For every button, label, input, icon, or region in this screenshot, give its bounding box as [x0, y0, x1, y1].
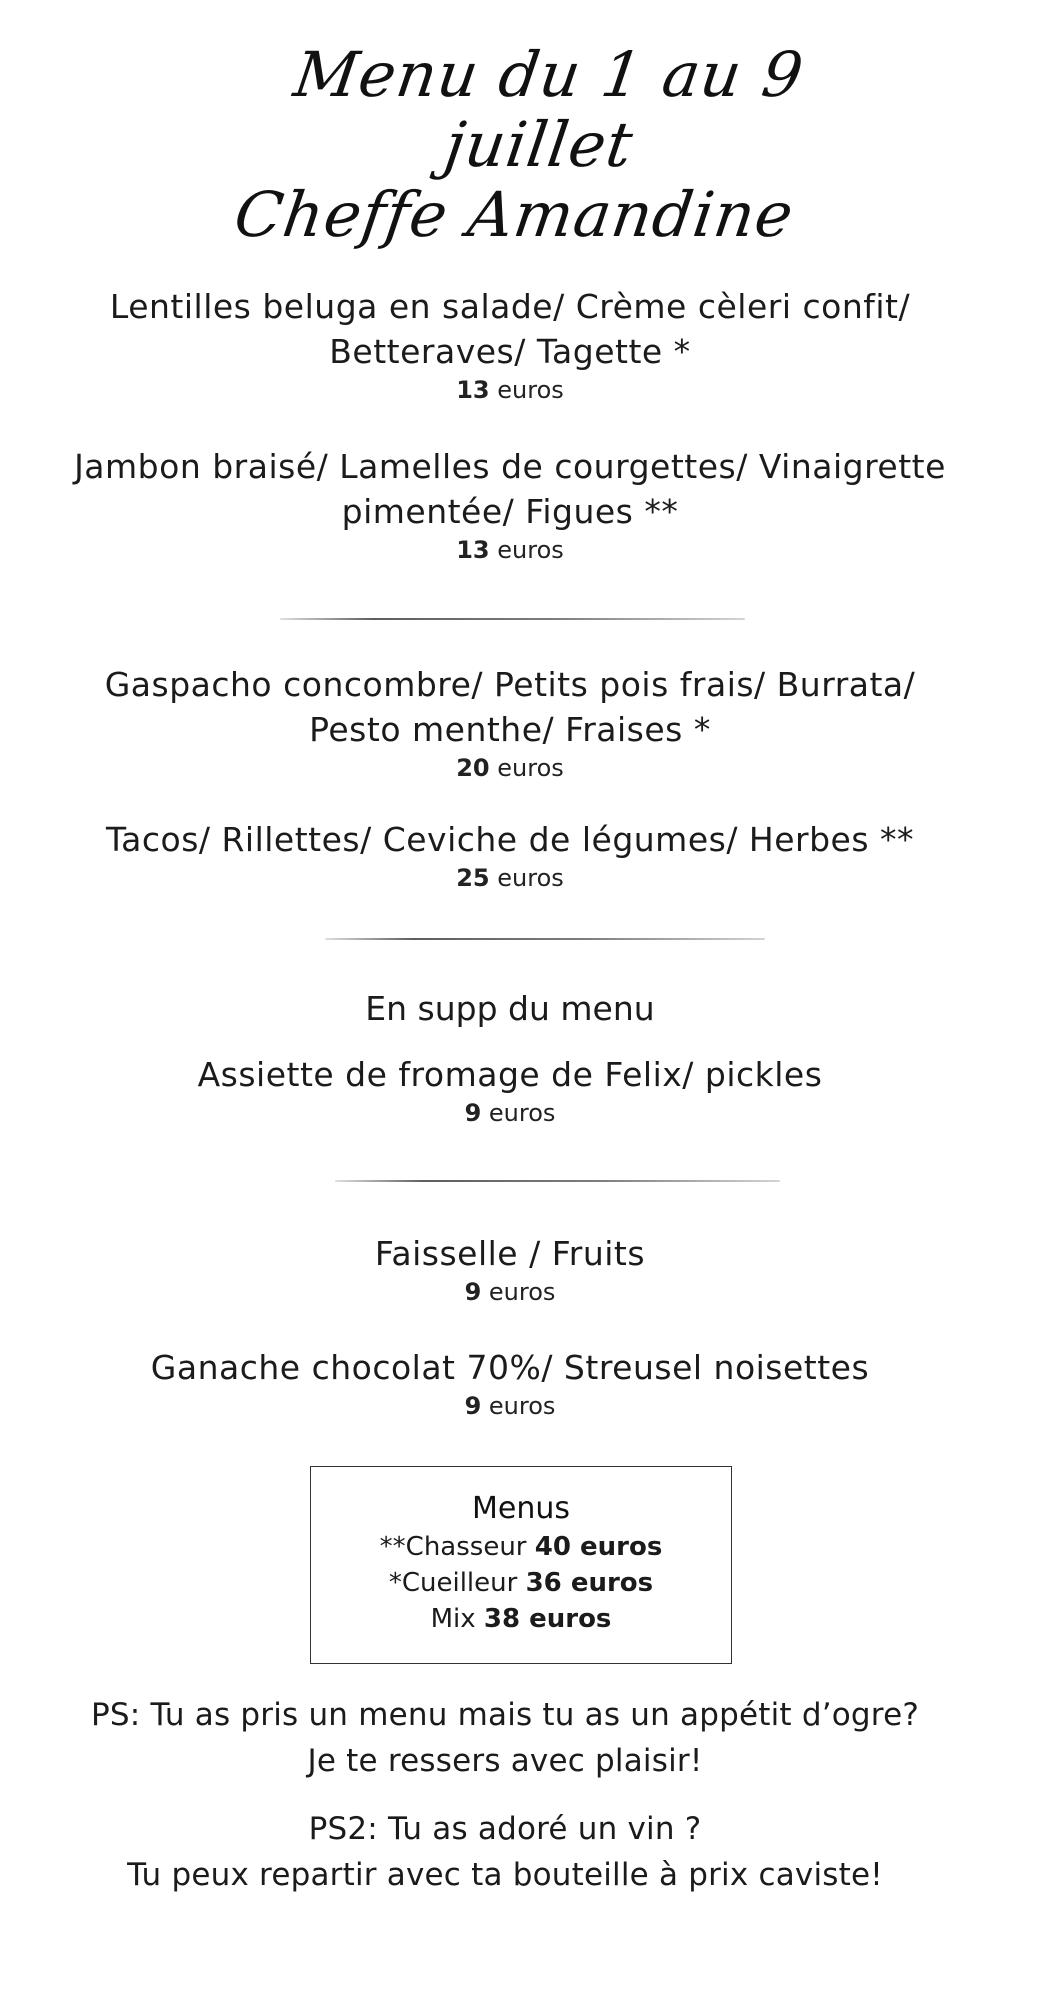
dish-item: [0, 1052, 1020, 1129]
ps-note-2: [0, 1806, 1010, 1898]
ps-line: Je te ressers avec plaisir!: [307, 1743, 703, 1779]
price-value: 9: [464, 1278, 482, 1306]
set-menus-title: Menus: [472, 1491, 570, 1526]
ps-note-1: [0, 1692, 1010, 1784]
ps-line: Tu peux repartir avec ta bouteille à prix caviste!: [127, 1857, 883, 1893]
price-unit: euros: [497, 536, 564, 564]
ps-line: PS2: Tu as adoré un vin ?: [308, 1811, 702, 1847]
dish-item: [0, 817, 1020, 894]
dish-price: [0, 1390, 1020, 1422]
price-value: 25: [456, 864, 490, 892]
price-unit: euros: [497, 376, 564, 404]
dish-price: [0, 1276, 1020, 1308]
price-unit: euros: [488, 1099, 556, 1127]
price-value: 13: [456, 536, 490, 564]
price-value: 13: [456, 376, 490, 404]
title-line-chef: Cheffe Amandine: [230, 178, 799, 251]
dish-item: [0, 1231, 1020, 1308]
section-divider: [335, 1180, 780, 1182]
set-menus-box: [310, 1466, 732, 1664]
dish-name-cont: Betteraves/ Tagette *: [329, 332, 691, 371]
set-menu-price: 40 euros: [534, 1532, 663, 1562]
dish-item: [0, 662, 1020, 784]
section-divider: [325, 938, 765, 940]
dish-name: Ganache chocolat 70%/ Streusel noisettes: [150, 1348, 870, 1387]
set-menu-mix: [311, 1601, 731, 1637]
price-value: 20: [456, 754, 490, 782]
supplement-heading: En supp du menu: [365, 989, 655, 1028]
dish-name: Tacos/ Rillettes/ Ceviche de légumes/ Herbes **: [105, 820, 915, 859]
price-unit: euros: [497, 864, 564, 892]
price-unit: euros: [488, 1278, 556, 1306]
set-menu-price: 36 euros: [525, 1568, 654, 1598]
dish-name: Assiette de fromage de Felix/ pickles: [197, 1055, 823, 1094]
section-divider: [280, 618, 745, 620]
set-menu-chasseur: [311, 1529, 731, 1565]
dish-name-cont: pimentée/ Figues **: [341, 492, 679, 531]
set-menu-price: 38 euros: [483, 1604, 612, 1634]
dish-name: Faisselle / Fruits: [374, 1234, 646, 1273]
set-menu-label: *Cueilleur: [388, 1568, 518, 1598]
dish-price: [0, 1097, 1020, 1129]
title-line-month: juillet: [440, 108, 638, 181]
title-line-dates: Menu du 1 au 9: [289, 38, 809, 111]
price-unit: euros: [488, 1392, 556, 1420]
set-menu-label: **Chasseur: [379, 1532, 527, 1562]
dish-name: Jambon braisé/ Lamelles de courgettes/ Vinaigrette: [74, 447, 946, 486]
dish-item: [0, 1345, 1020, 1422]
price-value: 9: [464, 1099, 482, 1127]
price-unit: euros: [497, 754, 564, 782]
menu-title: [0, 40, 1048, 250]
dish-item: [0, 444, 1020, 566]
price-value: 9: [464, 1392, 482, 1420]
dish-item: [0, 284, 1020, 406]
dish-price: [0, 534, 1020, 566]
dish-name: Gaspacho concombre/ Petits pois frais/ Burrata/: [104, 665, 916, 704]
dish-name: Lentilles beluga en salade/ Crème cèleri confit/: [109, 287, 911, 326]
set-menu-cueilleur: [311, 1565, 731, 1601]
dish-name-cont: Pesto menthe/ Fraises *: [309, 710, 711, 749]
ps-line: PS: Tu as pris un menu mais tu as un appétit d’ogre?: [91, 1697, 919, 1733]
dish-price: [0, 862, 1020, 894]
dish-price: [0, 374, 1020, 406]
dish-price: [0, 752, 1020, 784]
set-menu-label: Mix: [430, 1604, 476, 1634]
